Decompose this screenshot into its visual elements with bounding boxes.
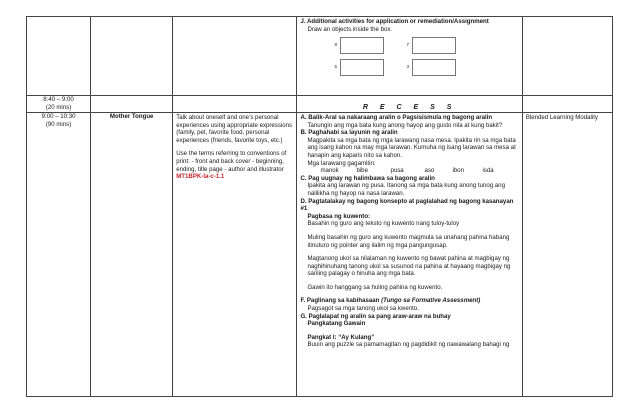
recess-cell — [297, 96, 522, 113]
competency-code: MT1BPK-Ia-c-1.1 — [176, 173, 225, 181]
section-b-text: Magpakita sa mga bata ng mga larawang nasa mesa. Ipakita rin sa mga bata ang isang kahon na may mga larawan. Kumuha ng isang larawan sa mesa at hanapin ang kaparis nito sa kahon. — [307, 136, 516, 159]
drawing-box — [340, 37, 384, 54]
recess-label: R E C E S S — [362, 104, 457, 112]
animal-item: isda — [482, 167, 494, 175]
subject-cell — [91, 113, 173, 397]
procedure-cell — [297, 113, 522, 397]
remarks-text: Blended Learning Modality — [525, 114, 598, 121]
assignment-instruction: Draw an objects inside the box. — [307, 25, 393, 33]
animal-item: ibon — [452, 167, 464, 175]
drawing-boxes — [300, 33, 518, 81]
assignment-cell — [297, 17, 522, 96]
remarks-cell — [522, 113, 612, 397]
drawing-box — [412, 37, 456, 54]
section-d-title: D. Pagtatalakay ng bagong konsepto at paglalahad ng bagong kasanayan #1 — [300, 197, 514, 213]
objective-cell — [173, 113, 297, 397]
recess-duration: (20 mins) — [45, 103, 72, 111]
animal-item: bibe — [356, 167, 368, 175]
section-g-subtitle: Pangkatang Gawain — [307, 320, 366, 328]
main-duration: (90 mins) — [45, 120, 72, 128]
lesson-plan-table — [26, 16, 613, 397]
objective-text: Talk about oneself and one’s personal experiences using appropriate expressions (family, pet, favorite food, personal experiences (friends, favorite toys, etc.) — [176, 114, 293, 144]
section-a-text: Tanungin ang mga bata kung anong hayop ang gusto nila at kung bakit? — [307, 121, 503, 129]
box-number: 3 — [406, 64, 409, 70]
lesson-plan-page — [26, 16, 613, 394]
section-d-paragraph: Basahin ng guro ang teksto ng kuwento nang tuloy-tuloy — [307, 220, 460, 228]
section-g-group: Pangkat I: “Ay Kulang” — [307, 333, 375, 341]
main-time: 9:00 – 10:30 — [41, 113, 76, 120]
objective-text-2: Use the terms referring to conventions of print: - front and back cover - beginning, ending, title page - author and illustrator — [176, 150, 287, 173]
box-number: 5 — [334, 64, 337, 70]
drawing-box — [412, 59, 456, 76]
mother-tongue-row — [27, 113, 613, 397]
recess-row — [27, 96, 613, 113]
section-d-paragraph: Gawin ito hanggang sa huling pahina ng kuwento. — [307, 283, 443, 291]
section-f-title: F. Paglinang sa kabihasaan — [300, 297, 380, 305]
section-a-title: A. Balik-Aral sa nakaraang aralin o Pagsisismula ng bagong aralin — [300, 114, 493, 121]
section-f-text: Pagsagot sa mga tanong ukol sa kwento. — [307, 305, 419, 313]
assignment-title: J. Additional activities for application or remediation/Assignment — [300, 18, 489, 25]
section-d-paragraph: Magtanong ukol sa nilalaman ng kuwento ng bawat pahina at magbigay ng naghihinuhang tanong ukol sa susunod na pahina at hayaang magbigay ng sariling palagay o hinuha ang mga bata. — [307, 255, 511, 278]
drawing-box — [340, 59, 384, 76]
box-number: 7 — [406, 42, 409, 48]
animal-list — [300, 167, 518, 175]
animal-item: manok — [320, 167, 339, 175]
assignment-row — [27, 17, 613, 96]
section-d-paragraph: Muling basahin ng guro ang kuwento magmula sa unahang pahina habang itinuturo ng pointer ang ilalim ng mga pangungusap. — [307, 233, 510, 249]
subject-name: Mother Tongue — [109, 113, 154, 120]
box-number: 8 — [334, 42, 337, 48]
section-c-text: Ipakita ang larawan ng pusa. Itanong sa mga bata kung anong tunog ang nalilikha ng hayop na nasa larawan. — [307, 182, 505, 197]
section-b-list-label: Mga larawang gagamitin: — [307, 159, 376, 167]
section-c-title: C. Pag uugnay ng halimbawa sa bagong aralin — [300, 174, 435, 182]
animal-item: pusa — [390, 167, 404, 175]
section-g-text: Buuin ang puzzle sa pamamagitan ng pagdidikit ng nawawalang bahagi ng — [307, 341, 510, 349]
section-f-title-line — [300, 297, 518, 305]
section-g-title: G. Paglalapat ng aralin sa pang araw-araw na buhay — [300, 312, 451, 320]
section-d-subtitle: Pagbasa ng kuwento: — [307, 212, 371, 220]
recess-time-cell — [27, 96, 91, 113]
section-f-italic: (Tungo sa Formative Assessment) — [381, 297, 481, 305]
recess-time: 8:40 – 9:00 — [43, 96, 74, 103]
main-time-cell — [27, 113, 91, 397]
section-b-title: B. Paghahabi sa layunin ng aralin — [300, 129, 398, 137]
animal-item: aso — [424, 167, 435, 175]
